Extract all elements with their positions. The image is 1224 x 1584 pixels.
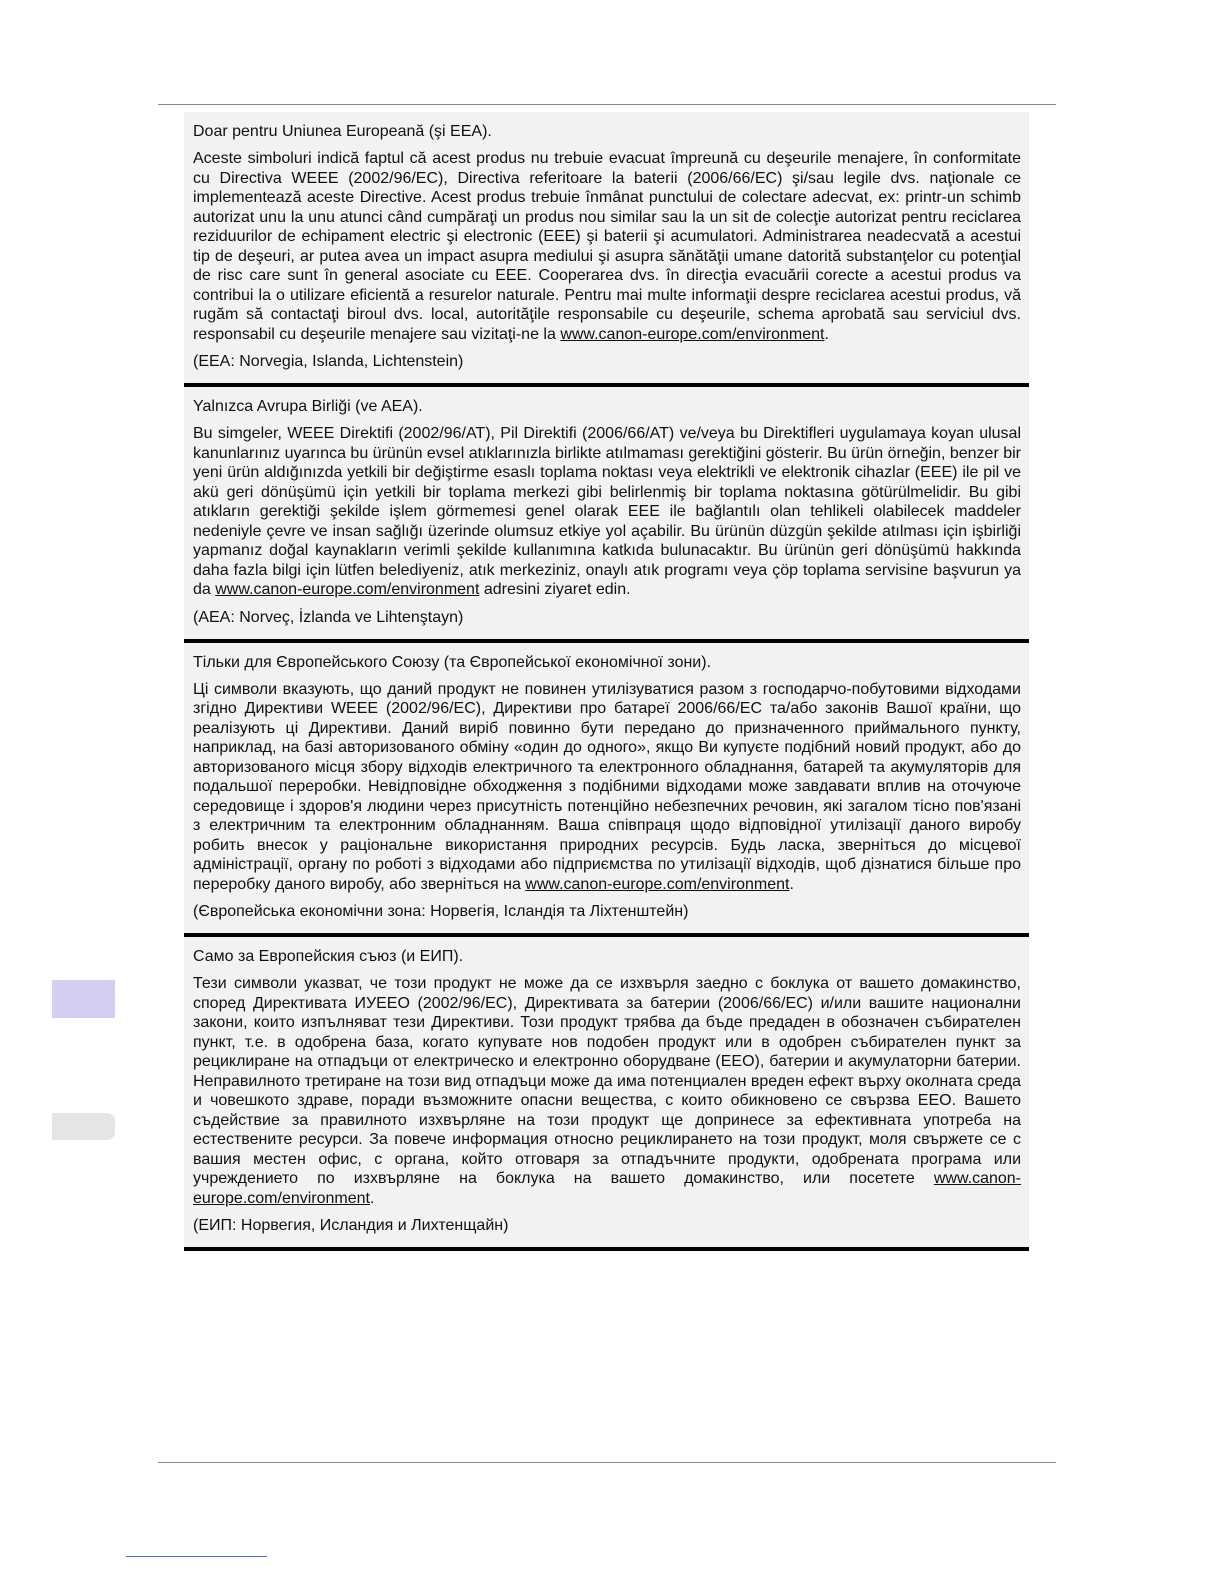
- notice-body: [193, 974, 1021, 1208]
- notice-text: Ці символи вказують, що даний продукт не повинен утилізуватися разом з господарчо-побутовими відходами згідно Директиви WEEE (2002/96/EC), Директиви про батареї 2006/66/EC та/або законів Вашої країни, що реалізують ці Директиви. Даний виріб повинно бути передано до призначенного приймального пункту, наприклад, на базі авторизованого обміну «один до одного», якщо Ви купуєте подібний новий продукт, або до авторизованого місця збору відходів електричного та електронного обладнання, батарей та акумуляторів для подальшої переробки. Невідповідне обходження з подібними відходами може завдавати вплив на оточуюче середовище і здоров'я людини через присутність потенційно небезпечних речовин, які загалом тісно пов'язані з електричним та електронним обладнанням. Ваша співпраця щодо відповідної утилізації даного виробу робить внесок у раціональне використання природних ресурсів. Будь ласка, зверніться до місцевої адміністрації, органу по роботі з відходами або підприємства по утилізації відходів, щоб дізнатися більше про переробку даного виробу, або зверніться на: [193, 680, 1021, 893]
- notice-body: [193, 424, 1021, 600]
- notice-text-end: .: [369, 1189, 375, 1207]
- notice-text-end: .: [789, 875, 794, 893]
- weee-notice-turkish: [184, 387, 1029, 643]
- footer-rule: [158, 1462, 1056, 1463]
- notice-text-end: adresini ziyaret edin.: [479, 581, 631, 598]
- notice-body: [193, 680, 1021, 895]
- weee-notice-ukrainian: [184, 643, 1029, 938]
- eea-note: (EEA: Norvegia, Islanda, Lichtenstein): [193, 353, 464, 370]
- footer-link-underline: [126, 1556, 267, 1557]
- notice-heading: Само за Европейския съюз (и ЕИП).: [193, 948, 464, 965]
- environment-link[interactable]: www.canon-europe.com/environment: [193, 1170, 1022, 1207]
- eea-note: (Європейська економічни зона: Норвегія, Ісландія та Ліхтенштейн): [193, 903, 689, 920]
- environment-link[interactable]: www.canon-europe.com/environment: [215, 581, 480, 598]
- chapter-tab-active[interactable]: [52, 980, 115, 1018]
- notice-text: Bu simgeler, WEEE Direktifi (2002/96/AT), Pil Direktifi (2006/66/AT) ve/veya bu Direktifleri uygulamaya koyan ulusal kanunlarınız uyarınca bu ürünün evsel atıklarınızla birlikte atılmaması gerektiğini gösterir. Bu ürün örneğin, benzer bir yeni ürün aldığınızda yetkili bir değiştirme esaslı toplama noktası veya elektrikli ve elektronik cihazlar (EEE) ile pil ve akü geri dönüşümü için yetkili bir toplama merkezi gibi belirlenmiş bir toplama noktasına götürülmelidir. Bu gibi atıkların gerektiği şekilde işlem görmemesi genel olarak EEE ile bağlantılı olan tehlikeli olabilecek maddeler nedeniyle çevre ve insan sağlığı üzerinde olumsuz etkiye yol açabilir. Bu ürünün düzgün şekilde atılması için işbirliği yapmanız doğal kaynakların verimli şekilde kullanımına katkıda bulunacaktır. Bu ürünün geri dönüşümü hakkında daha fazla bilgi için lütfen belediyeniz, atık merkeziniz, onaylı atık programı veya çöp toplama servisine başvurun ya da: [193, 425, 1021, 598]
- environment-link[interactable]: www.canon-europe.com/environment: [560, 325, 825, 343]
- eea-note: (AEA: Norveç, İzlanda ve Lihtenştayn): [193, 608, 464, 626]
- environment-link[interactable]: www.canon-europe.com/environment: [525, 875, 790, 893]
- header-rule: [158, 104, 1056, 105]
- notice-text-end: .: [824, 325, 829, 343]
- notice-text: Aceste simboluri indică faptul că acest produs nu trebuie evacuat împreună cu deşeurile menajere, în conformitate cu Directiva WEEE (2002/96/EC), Directiva referitoare la baterii (2006/66/EC) şi/sau legile dvs. naţionale ce implementează aceste Directive. Acest produs trebuie înmânat punctului de colectare adecvat, ex: printr-un schimb autorizat unu la unu atunci când cumpăraţi un produs nou similar sau la un sit de colecţie autorizat pentru reciclarea reziduurilor de echipament electric şi electronic (EEE) şi baterii şi acumulatori. Administrarea neadecvată a acestui tip de deşeuri, ar putea avea un impact asupra mediului şi asupra sănătăţii umane datorită substanţelor cu potenţial de risc care sunt în general asociate cu EEE. Cooperarea dvs. în direcţia evacuării corecte a acestui produs va contribui la o utilizare eficientă a resurelor naturale. Pentru mai multe informaţii despre reciclarea acestui produs, vă rugăm să contactaţi biroul dvs. local, autorităţile responsabile cu deşeurile, schema aprobată sau serviciul dvs. responsabil cu deşeurile menajere sau vizitaţi-ne la: [193, 150, 1021, 343]
- notice-heading: Yalnızca Avrupa Birliği (ve AEA).: [193, 398, 423, 415]
- notice-body: [193, 149, 1021, 344]
- weee-notice-bulgarian: [184, 937, 1029, 1251]
- notice-heading: Doar pentru Uniunea Europeană (şi EEA).: [193, 123, 492, 140]
- notice-heading: Тільки для Європейського Союзу (та Європейської економічної зони).: [193, 653, 712, 671]
- eea-note: (ЕИП: Норвегия, Исландия и Лихтенщайн): [193, 1217, 509, 1234]
- chapter-tab[interactable]: [52, 1113, 115, 1140]
- notice-text: Тези символи указват, че този продукт не може да се изхвърля заедно с боклука от вашето домакинство, според Директивата ИУЕЕО (2002/96/EC), Директивата за батерии (2006/66/EC) и/или вашите национални закони, които изпълняват тези Директиви. Този продукт трябва да бъде предаден в обозначен събирателен пункт, т.е. в одобрена база, когато купувате нов подобен продукт или в одобрен събирателен пункт за рециклиране на отпадъци от електрическо и електронно оборудване (ЕЕО), батерии и акумулаторни батерии. Неправилното третиране на този вид отпадъци може да има потенциален вреден ефект върху околната среда и човешкото здраве, поради възможните опасни вещества, с които обикновено се свързва ЕЕО. Вашето съдействие за правилното изхвърляне на този продукт ще допринесе за ефективната употреба на естествените ресурси. За повече информация относно рециклирането на този продукт, моля свържете се с вашия местен офис, с органа, който отговаря за отпадъчните продукти, одобрената програма или учреждението по изхвърляне на боклука на вашето домакинство, или посетете: [193, 975, 1021, 1187]
- weee-notice-list: [184, 112, 1029, 1251]
- weee-notice-romanian: [184, 112, 1029, 387]
